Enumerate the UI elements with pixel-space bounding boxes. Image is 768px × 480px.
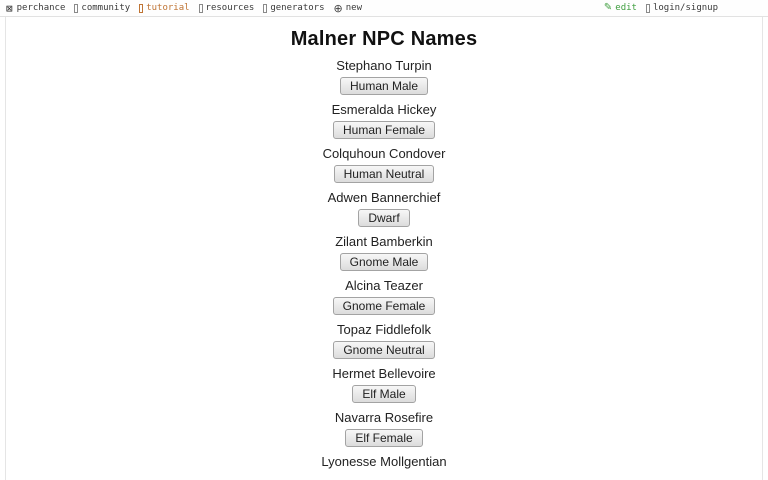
npc-list-item <box>6 366 762 403</box>
nav-item-new[interactable] <box>334 3 362 14</box>
npc-name: Stephano Turpin <box>336 58 432 73</box>
nav-item-community[interactable] <box>74 3 130 13</box>
edit-label: edit <box>615 3 637 13</box>
npc-name: Esmeralda Hickey <box>331 102 437 117</box>
nav-item-generators[interactable] <box>263 3 324 13</box>
npc-name: Adwen Bannerchief <box>327 190 441 205</box>
generate-human-neutral-button[interactable]: Human Neutral <box>334 165 435 183</box>
npc-list-item <box>6 234 762 271</box>
generate-elf-male-button[interactable]: Elf Male <box>352 385 415 403</box>
generate-human-male-button[interactable]: Human Male <box>340 77 428 95</box>
npc-list-item <box>6 190 762 227</box>
nav-label-resources: resources <box>205 3 255 13</box>
npc-list-item <box>6 58 762 95</box>
generate-gnome-female-button[interactable]: Gnome Female <box>333 297 436 315</box>
npc-name: Colquhoun Condover <box>322 146 446 161</box>
generate-gnome-neutral-button[interactable]: Gnome Neutral <box>333 341 434 359</box>
npc-name: Navarra Rosefire <box>334 410 434 425</box>
npc-list-item <box>6 410 762 447</box>
generator-content-frame <box>5 17 763 480</box>
generators-icon <box>263 4 267 13</box>
npc-name: Lyonesse Mollgentian <box>321 454 447 469</box>
nav-label-community: community <box>81 3 131 13</box>
login-signup-button[interactable] <box>646 3 718 13</box>
nav-label-generators: generators <box>270 3 325 13</box>
login-icon <box>646 4 650 13</box>
generate-gnome-male-button[interactable]: Gnome Male <box>340 253 429 271</box>
nav-item-perchance[interactable] <box>6 3 65 14</box>
edit-button[interactable] <box>604 3 637 13</box>
npc-name: Topaz Fiddlefolk <box>337 322 431 337</box>
page-title: Malner NPC Names <box>290 28 478 50</box>
generate-dwarf-button[interactable]: Dwarf <box>358 209 409 227</box>
npc-list-item <box>6 278 762 315</box>
npc-list-item <box>6 146 762 183</box>
resources-icon <box>199 4 203 13</box>
perchance-logo-icon: ⊠ <box>6 1 13 15</box>
npc-list-item <box>6 102 762 139</box>
nav-label-new: new <box>345 3 362 13</box>
npc-list-item <box>6 454 762 469</box>
nav-item-tutorial[interactable] <box>139 3 189 13</box>
nav-label-tutorial: tutorial <box>146 3 190 13</box>
brand-label: perchance <box>16 3 66 13</box>
npc-list-item <box>6 322 762 359</box>
nav-item-resources[interactable] <box>199 3 255 13</box>
top-nav-bar <box>0 0 768 17</box>
pencil-icon: ✎ <box>603 2 613 13</box>
nav-left-group <box>6 3 362 14</box>
login-label: login/signup <box>652 3 718 13</box>
community-icon <box>74 4 78 13</box>
generate-elf-female-button[interactable]: Elf Female <box>345 429 422 447</box>
generate-human-female-button[interactable]: Human Female <box>333 121 435 139</box>
npc-name: Alcina Teazer <box>345 278 423 293</box>
plus-circle-icon: ⊕ <box>333 1 343 15</box>
npc-name: Zilant Bamberkin <box>335 234 433 249</box>
npc-name: Hermet Bellevoire <box>332 366 436 381</box>
nav-right-group <box>604 3 718 13</box>
tutorial-icon <box>139 4 143 13</box>
